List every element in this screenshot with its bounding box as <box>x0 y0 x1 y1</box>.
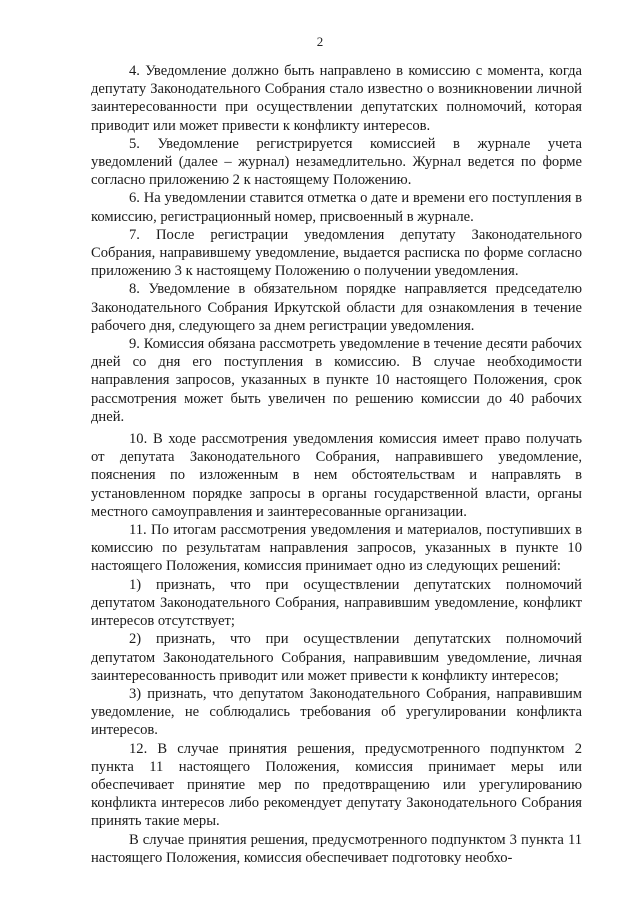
document-body <box>91 62 582 867</box>
paragraph-item-7: 7. После регистрации уведомления депутату Законодательного Собрания, направившему уведомление, выдается расписка по форме согласно приложению 3 к настоящему Положению о получении уведомления. <box>91 226 582 280</box>
paragraph-item-8: 8. Уведомление в обязательном порядке направляется председателю Законодательного Собрания Иркутской области для ознакомления в течение рабочего дня, следующего за днем регистрации уведомления. <box>91 281 582 334</box>
paragraph-item-4: 4. Уведомление должно быть направлено в комиссию с момента, когда депутату Законодательного Собрания стало известно о возникновении личной заинтересованности при осуществлении депутатских полномочий, которая приводит или может привести к конфликту интересов. <box>91 63 582 134</box>
subparagraph-item-1: 1) признать, что при осуществлении депутатских полномочий депутатом Законодательного Собрания, направившим уведомление, конфликт интересов отсутствует; <box>91 576 582 630</box>
paragraph-item-12-continuation: В случае принятия решения, предусмотренного подпунктом 3 пункта 11 настоящего Положения, комиссия обеспечивает подготовку необхо- <box>91 831 582 866</box>
subparagraph-item-3: 3) признать, что депутатом Законодательного Собрания, направившим уведомление, не соблюдались требования об урегулировании конфликта интересов. <box>91 685 582 739</box>
page-number: 2 <box>316 34 324 49</box>
paragraph-item-10: 10. В ходе рассмотрения уведомления комиссия имеет право получать от депутата Законодательного Собрания, направившего уведомление, пояснения по изложенным в нем обстоятельствам и направлять в установленном порядке запросы в органы государственной власти, органы местного самоуправления и заинтересованные организации. <box>91 431 582 520</box>
paragraph-item-12: 12. В случае принятия решения, предусмотренного подпунктом 2 пункта 11 настоящего Положения, комиссия принимает меры или обеспечивает принятие мер по предотвращению или урегулированию конфликта интересов либо рекомендует депутату Законодательного Собрания принять такие меры. <box>91 740 582 830</box>
paragraph-item-9: 9. Комиссия обязана рассмотреть уведомление в течение десяти рабочих дней со дня его поступления в комиссию. В случае необходимости направления запросов, указанных в пункте 10 настоящего Положения, срок рассмотрения может быть увеличен по решению комиссии до 40 рабочих дней. <box>91 336 582 425</box>
paragraph-item-11: 11. По итогам рассмотрения уведомления и материалов, поступивших в комиссию по результатам направления запросов, указанных в пункте 10 настоящего Положения, комиссия принимает одно из следующих решений: <box>91 522 582 575</box>
paragraph-item-5: 5. Уведомление регистрируется комиссией в журнале учета уведомлений (далее – журнал) незамедлительно. Журнал ведется по форме согласно приложению 2 к настоящему Положению. <box>91 135 582 189</box>
subparagraph-item-2: 2) признать, что при осуществлении депутатских полномочий депутатом Законодательного Собрания, направившим уведомление, личная заинтересованность приводит или может привести к конфликту интересов; <box>91 631 582 684</box>
paragraph-item-6: 6. На уведомлении ставится отметка о дате и времени его поступления в комиссию, регистрационный номер, присвоенный в журнале. <box>91 190 582 225</box>
